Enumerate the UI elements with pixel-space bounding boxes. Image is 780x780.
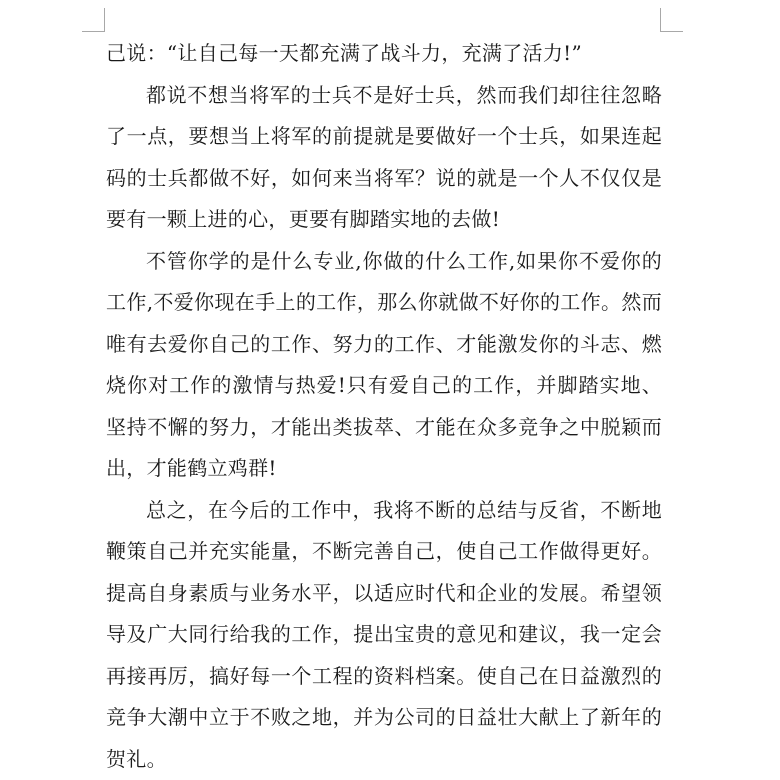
- crop-mark-top-right-vertical: [660, 8, 661, 32]
- paragraph-continuation: 己说：“让自己每一天都充满了战斗力，充满了活力!”: [106, 33, 662, 75]
- paragraph-soldier: 都说不想当将军的士兵不是好士兵，然而我们却往往忽略了一点，要想当上将军的前提就是要做好一个士兵，如果连起码的士兵都做不好，如何来当将军？说的就是一个人不仅仅是要有一颗上进的心，更要有脚踏实地的去做!: [106, 75, 662, 241]
- paragraph-love-work: 不管你学的是什么专业,你做的什么工作,如果你不爱你的工作,不爱你现在手上的工作，那么你就做不好你的工作。然而唯有去爱你自己的工作、努力的工作、才能激发你的斗志、燃烧你对工作的激情与热爱!只有爱自己的工作，并脚踏实地、坚持不懈的努力，才能出类拔萃、才能在众多竞争之中脱颖而出，才能鹤立鸡群!: [106, 241, 662, 490]
- document-text-body[interactable]: [106, 33, 662, 780]
- crop-mark-top-right-horizontal: [660, 31, 683, 32]
- crop-mark-top-left-vertical: [104, 8, 105, 32]
- crop-mark-top-left-horizontal: [82, 31, 105, 32]
- paragraph-summary: 总之，在今后的工作中，我将不断的总结与反省，不断地鞭策自己并充实能量，不断完善自己，使自己工作做得更好。提高自身素质与业务水平，以适应时代和企业的发展。希望领导及广大同行给我的工作，提出宝贵的意见和建议，我一定会再接再厉，搞好每一个工程的资料档案。使自己在日益激烈的竞争大潮中立于不败之地，并为公司的日益壮大献上了新年的贺礼。: [106, 490, 662, 780]
